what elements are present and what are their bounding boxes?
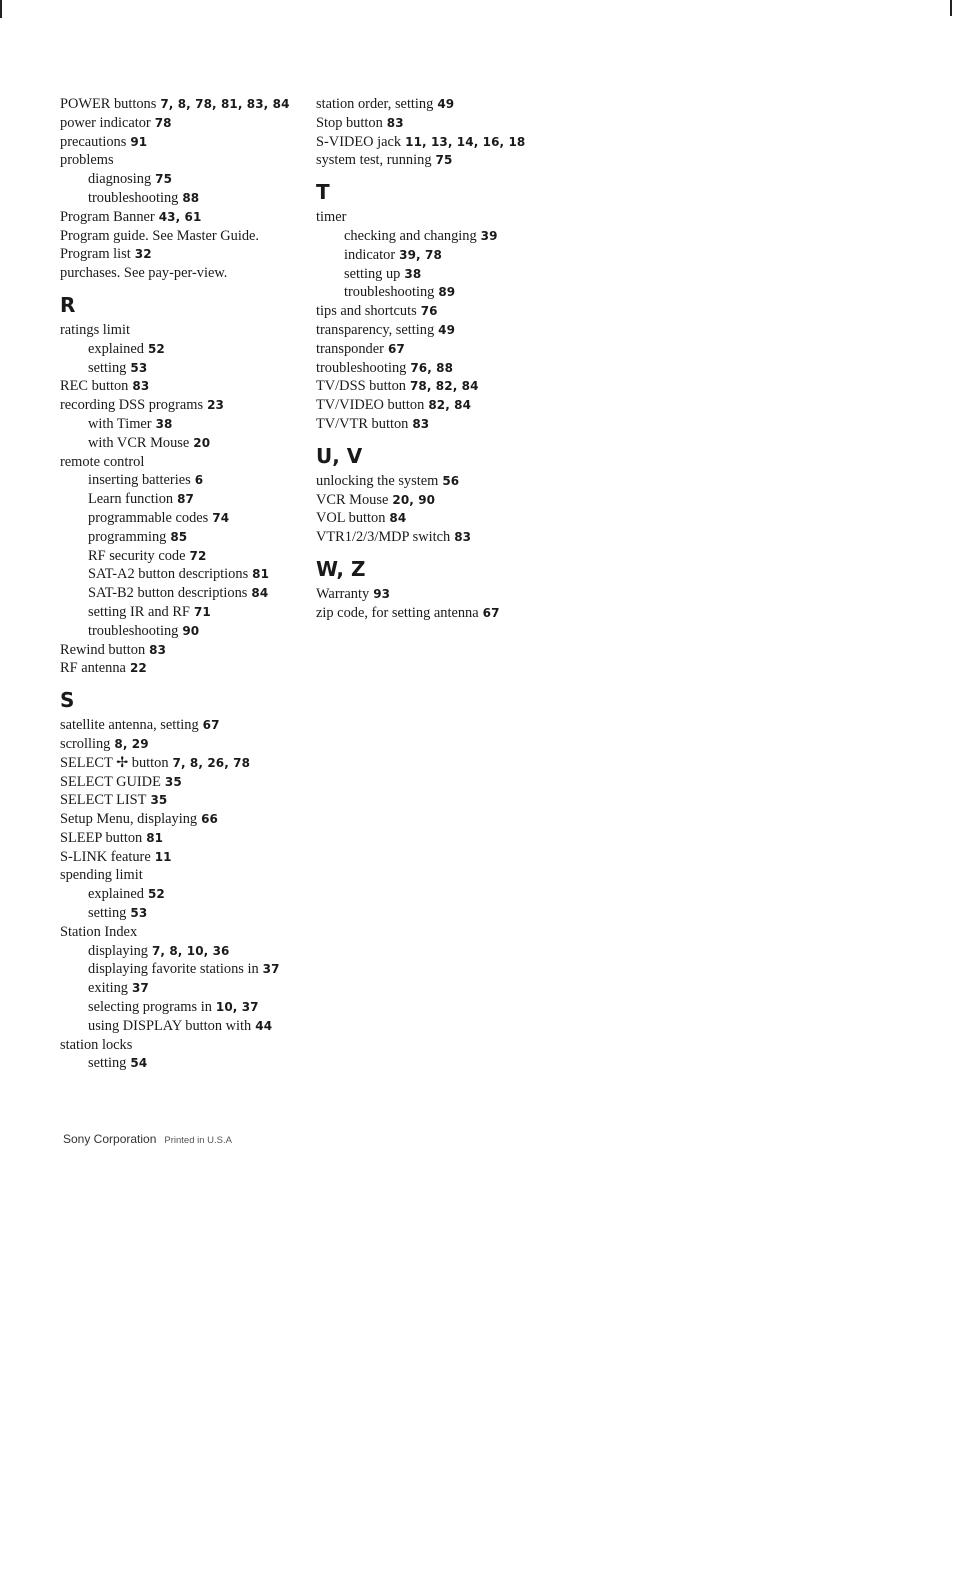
entry-term: RF antenna xyxy=(60,660,126,677)
entry-term: S-VIDEO jack xyxy=(316,133,402,150)
entry-page-numbers: 35 xyxy=(150,793,168,808)
index-entry xyxy=(60,641,310,660)
entry-page-numbers: 83 xyxy=(386,115,404,130)
index-subentry xyxy=(60,528,310,547)
entry-page-numbers: 78, 82, 84 xyxy=(409,379,479,394)
entry-term: problems xyxy=(60,152,114,169)
entry-page-numbers: 38 xyxy=(404,266,422,281)
entry-term: Warranty xyxy=(316,585,370,602)
section-heading-r: R xyxy=(60,292,76,317)
edge-mark-right xyxy=(950,0,952,16)
entry-page-numbers: 67 xyxy=(387,341,405,356)
index-subentry xyxy=(60,415,310,434)
section-heading-t: T xyxy=(316,180,330,205)
index-entry xyxy=(316,208,576,227)
entry-term: SELECT LIST xyxy=(60,792,147,809)
entry-page-numbers: 54 xyxy=(130,1056,148,1071)
entry-term: Learn function xyxy=(88,491,174,508)
entry-term: POWER buttons xyxy=(60,96,157,112)
index-entry xyxy=(60,95,310,114)
entry-page-numbers: 35 xyxy=(164,774,182,789)
index-subentry xyxy=(316,227,576,246)
index-subentry xyxy=(60,434,310,453)
index-entry xyxy=(316,528,576,547)
entry-page-numbers: 67 xyxy=(202,718,220,733)
footer-company: Sony Corporation xyxy=(63,1132,157,1146)
entry-page-numbers: 75 xyxy=(435,153,453,168)
entry-term: Station Index xyxy=(60,923,138,940)
entry-term: S-LINK feature xyxy=(60,848,151,865)
index-subentry xyxy=(60,885,310,904)
entry-term: SAT-A2 button descriptions xyxy=(88,566,249,583)
index-subentry xyxy=(60,998,310,1017)
index-entry xyxy=(60,773,310,792)
index-entry xyxy=(60,735,310,754)
entry-page-numbers: 39, 78 xyxy=(399,247,442,262)
entry-page-numbers: 83 xyxy=(132,379,150,394)
entry-term: REC button xyxy=(60,378,129,395)
index-entry xyxy=(60,754,310,773)
entry-term: displaying xyxy=(88,942,148,959)
index-subentry xyxy=(60,942,310,961)
index-entry xyxy=(316,133,576,152)
index-entry xyxy=(316,509,576,528)
entry-term: checking and changing xyxy=(344,227,477,244)
entry-page-numbers: 39 xyxy=(480,228,498,243)
entry-term: transparency, setting xyxy=(316,321,435,338)
entry-term: VOL button xyxy=(316,510,386,527)
entry-page-numbers: 88 xyxy=(182,190,200,205)
entry-page-numbers: 74 xyxy=(212,510,230,525)
section-heading-w-z: W, Z xyxy=(316,556,366,581)
entry-term: recording DSS programs xyxy=(60,397,204,414)
entry-term: programming xyxy=(88,528,167,545)
entry-term: diagnosing xyxy=(88,171,152,188)
index-subentry xyxy=(60,490,310,509)
entry-term: VTR1/2/3/MDP switch xyxy=(316,529,451,546)
entry-term: Stop button xyxy=(316,114,383,131)
index-entry xyxy=(60,227,310,246)
entry-page-numbers: 81 xyxy=(146,830,164,845)
entry-term: scrolling xyxy=(60,735,111,752)
entry-page-numbers: 53 xyxy=(130,360,148,375)
index-entry xyxy=(316,472,576,491)
entry-page-numbers: 11, 13, 14, 16, 18 xyxy=(405,134,526,149)
index-entry xyxy=(60,377,310,396)
entry-page-numbers: 52 xyxy=(147,341,165,356)
entry-page-numbers: 83 xyxy=(454,530,472,545)
index-entry xyxy=(316,491,576,510)
entry-page-numbers: 81 xyxy=(252,567,270,582)
index-subentry xyxy=(60,170,310,189)
entry-term: programmable codes xyxy=(88,509,209,526)
entry-term: spending limit xyxy=(60,867,143,884)
index-subentry xyxy=(60,1054,310,1073)
entry-term: Program Banner xyxy=(60,208,155,225)
index-entry xyxy=(316,114,576,133)
index-column-right xyxy=(316,95,576,623)
entry-term: SELECT GUIDE xyxy=(60,773,161,790)
entry-term: purchases. See pay-per-view. xyxy=(60,265,228,282)
index-subentry xyxy=(60,904,310,923)
entry-term: TV/VIDEO button xyxy=(316,397,425,414)
entry-term: using DISPLAY button with xyxy=(88,1017,252,1034)
entry-page-numbers: 76 xyxy=(420,304,438,319)
index-entry xyxy=(316,340,576,359)
entry-page-numbers: 75 xyxy=(155,172,173,187)
entry-page-numbers: 82, 84 xyxy=(428,398,472,413)
entry-term: TV/VTR button xyxy=(316,415,409,432)
entry-term: setting IR and RF xyxy=(88,603,190,620)
entry-term: indicator xyxy=(344,246,396,263)
entry-term: explained xyxy=(88,340,144,357)
index-subentry xyxy=(60,584,310,603)
entry-page-numbers: 83 xyxy=(149,642,167,657)
index-entry xyxy=(316,359,576,378)
entry-term: with Timer xyxy=(88,415,152,432)
entry-term: troubleshooting xyxy=(344,284,435,301)
index-entry xyxy=(60,321,310,340)
entry-term: satellite antenna, setting xyxy=(60,717,199,734)
entry-page-numbers: 22 xyxy=(129,661,147,676)
entry-term: Rewind button xyxy=(60,641,146,658)
page-footer xyxy=(63,1132,232,1146)
entry-page-numbers: 49 xyxy=(438,322,456,337)
entry-term: zip code, for setting antenna xyxy=(316,604,479,621)
edge-mark-left xyxy=(0,0,2,18)
index-entry xyxy=(316,302,576,321)
index-subentry xyxy=(60,979,310,998)
entry-page-numbers: 72 xyxy=(189,548,207,563)
index-entry xyxy=(60,829,310,848)
entry-term: system test, running xyxy=(316,152,432,169)
entry-term: Setup Menu, displaying xyxy=(60,811,198,828)
index-entry xyxy=(60,1036,310,1055)
index-subentry xyxy=(60,622,310,641)
entry-page-numbers: 20, 90 xyxy=(392,492,436,507)
index-subentry xyxy=(316,283,576,302)
entry-page-numbers: 91 xyxy=(130,134,148,149)
entry-term: station order, setting xyxy=(316,96,434,112)
entry-term: Program list xyxy=(60,246,131,263)
entry-term: unlocking the system xyxy=(316,472,439,489)
entry-page-numbers: 85 xyxy=(170,529,188,544)
entry-page-numbers: 37 xyxy=(131,981,149,996)
entry-term: setting xyxy=(88,359,127,376)
entry-term: displaying favorite stations in xyxy=(88,961,259,978)
index-entry xyxy=(60,923,310,942)
index-entry xyxy=(60,208,310,227)
entry-page-numbers: 8, 29 xyxy=(114,736,149,751)
entry-term: precautions xyxy=(60,133,127,150)
entry-term: VCR Mouse xyxy=(316,491,389,508)
entry-term: troubleshooting xyxy=(316,359,407,376)
index-entry xyxy=(60,114,310,133)
index-entry xyxy=(60,810,310,829)
index-entry xyxy=(316,377,576,396)
index-entry xyxy=(316,396,576,415)
index-subentry xyxy=(60,547,310,566)
entry-term: power indicator xyxy=(60,114,151,131)
entry-term: exiting xyxy=(88,980,128,997)
entry-page-numbers: 10, 37 xyxy=(215,1000,259,1015)
entry-term: inserting batteries xyxy=(88,472,191,489)
index-entry xyxy=(316,585,576,604)
index-subentry xyxy=(60,471,310,490)
index-entry xyxy=(60,866,310,885)
entry-term: with VCR Mouse xyxy=(88,434,190,451)
index-entry xyxy=(60,133,310,152)
index-entry xyxy=(60,716,310,735)
entry-term: explained xyxy=(88,886,144,903)
entry-page-numbers: 56 xyxy=(442,473,460,488)
entry-term: station locks xyxy=(60,1036,133,1053)
entry-term: SELECT ✢ button xyxy=(60,754,169,771)
entry-term: SLEEP button xyxy=(60,829,143,846)
index-entry xyxy=(316,95,576,114)
index-entry xyxy=(60,453,310,472)
index-entry xyxy=(316,415,576,434)
index-subentry xyxy=(60,359,310,378)
index-entry xyxy=(60,151,310,170)
section-heading-s: S xyxy=(60,688,75,713)
entry-term: timer xyxy=(316,209,347,226)
entry-term: tips and shortcuts xyxy=(316,303,417,320)
entry-page-numbers: 43, 61 xyxy=(158,209,202,224)
entry-page-numbers: 93 xyxy=(373,586,391,601)
index-entry xyxy=(316,151,576,170)
entry-term: ratings limit xyxy=(60,321,130,338)
index-subentry xyxy=(60,565,310,584)
index-subentry xyxy=(60,603,310,622)
entry-page-numbers: 89 xyxy=(438,285,456,300)
entry-term: setting xyxy=(88,1055,127,1072)
entry-term: setting xyxy=(88,905,127,922)
entry-page-numbers: 90 xyxy=(182,623,200,638)
entry-page-numbers: 52 xyxy=(147,887,165,902)
entry-page-numbers: 84 xyxy=(389,511,407,526)
entry-page-numbers: 84 xyxy=(251,586,269,601)
entry-page-numbers: 49 xyxy=(437,97,455,111)
index-column-left xyxy=(60,95,310,1073)
entry-page-numbers: 11 xyxy=(154,849,172,864)
entry-term: Program guide. See Master Guide. xyxy=(60,227,260,244)
index-entry xyxy=(316,321,576,340)
entry-page-numbers: 6 xyxy=(194,473,204,488)
index-subentry xyxy=(60,960,310,979)
entry-term: transponder xyxy=(316,340,384,357)
entry-term: RF security code xyxy=(88,547,186,564)
section-heading-u-v: U, V xyxy=(316,443,363,468)
entry-page-numbers: 87 xyxy=(177,492,195,507)
entry-page-numbers: 78 xyxy=(154,115,172,130)
index-entry xyxy=(60,245,310,264)
index-entry xyxy=(60,264,310,283)
entry-page-numbers: 44 xyxy=(255,1018,273,1033)
index-entry xyxy=(60,848,310,867)
entry-term: troubleshooting xyxy=(88,189,179,206)
entry-page-numbers: 7, 8, 78, 81, 83, 84 xyxy=(160,97,290,111)
entry-term: remote control xyxy=(60,453,145,470)
index-subentry xyxy=(316,246,576,265)
index-entry xyxy=(316,604,576,623)
index-entry xyxy=(60,396,310,415)
footer-printed: Printed in U.S.A xyxy=(164,1135,232,1146)
entry-term: selecting programs in xyxy=(88,999,212,1016)
entry-page-numbers: 71 xyxy=(193,604,211,619)
entry-term: troubleshooting xyxy=(88,622,179,639)
entry-page-numbers: 76, 88 xyxy=(410,360,454,375)
entry-term: TV/DSS button xyxy=(316,378,406,395)
entry-page-numbers: 37 xyxy=(262,962,280,977)
entry-page-numbers: 66 xyxy=(201,812,219,827)
entry-page-numbers: 7, 8, 26, 78 xyxy=(172,755,251,770)
entry-page-numbers: 83 xyxy=(412,416,430,431)
index-subentry xyxy=(60,340,310,359)
entry-page-numbers: 67 xyxy=(482,605,500,620)
entry-term: SAT-B2 button descriptions xyxy=(88,585,248,602)
entry-term: setting up xyxy=(344,265,401,282)
entry-page-numbers: 53 xyxy=(130,906,148,921)
entry-page-numbers: 7, 8, 10, 36 xyxy=(151,943,230,958)
entry-page-numbers: 23 xyxy=(207,398,224,413)
entry-page-numbers: 32 xyxy=(134,247,152,262)
index-entry xyxy=(60,659,310,678)
index-entry xyxy=(60,791,310,810)
index-subentry xyxy=(316,265,576,284)
index-subentry xyxy=(60,1017,310,1036)
entry-page-numbers: 38 xyxy=(155,416,173,431)
index-subentry xyxy=(60,189,310,208)
index-subentry xyxy=(60,509,310,528)
entry-page-numbers: 20 xyxy=(193,435,211,450)
